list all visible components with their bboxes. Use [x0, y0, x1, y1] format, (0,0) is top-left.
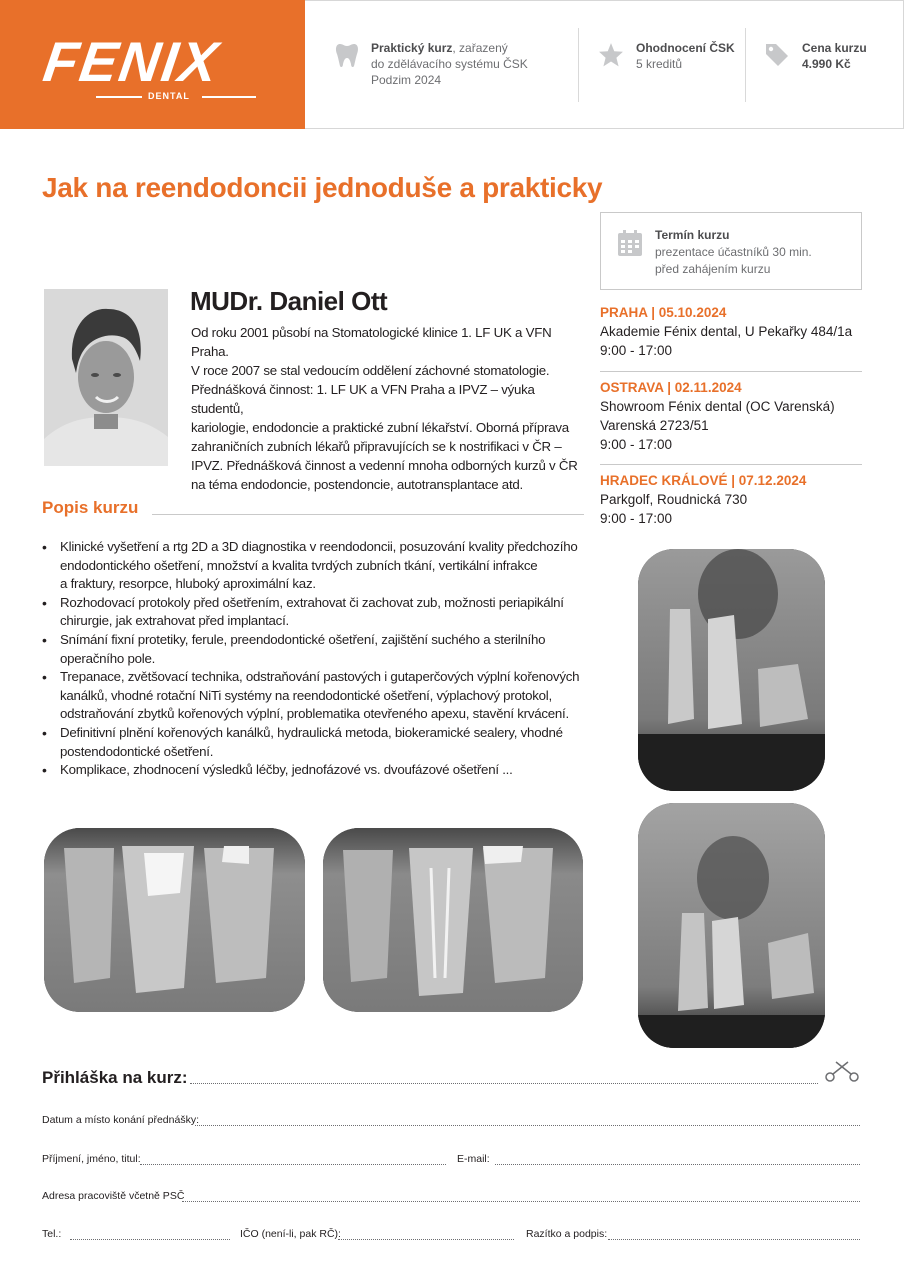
ico-field[interactable]: [338, 1239, 514, 1240]
list-item: • Snímání fixní protetiky, ferule, preendodontické ošetření, zajištění suchého a sterilního operačního pole.: [42, 631, 587, 668]
form-label-phone: Tel.:: [42, 1228, 62, 1240]
lecturer-bio: Od roku 2001 působí na Stomatologické klinice 1. LF UK a VFN Praha. V roce 2007 se stal vedoucím oddělení záchovné stomatologie. Přednášková činnost: 1. LF UK a VFN Praha a IPVZ – výuka studentů, kariologie, endodoncie a praktické zubní lékařství. Oborná příprava zahraničních zubních lékařů připravujících se k nostrifikaci v ČR – IPVZ. Přednášková činnost a vedenní mnoha odborných kurzů v ČR na téma endodoncie, postendoncie, autotransplantace atd.: [191, 325, 578, 492]
phone-field[interactable]: [70, 1239, 230, 1240]
rating: Ohodnocení ČSK 5 kreditů: [636, 41, 735, 71]
location-ostrava: OSTRAVA | 02.11.2024 Showroom Fénix dental (OC Varenská) Varenská 2723/51 9:00 - 17:00: [600, 380, 862, 454]
form-title: Přihláška na kurz:: [42, 1068, 188, 1087]
location-heading: PRAHA | 05.10.2024: [600, 305, 727, 320]
star-icon: [598, 42, 624, 68]
section-heading: Popis kurzu: [42, 498, 139, 517]
xray-image: [638, 803, 825, 1048]
list-item: • Trepanace, zvětšovací technika, odstraňování pastových i gutaperčových výplní kořenových kanálků, vhodné rotační NiTi systémy na reendodontické ošetření, výplachový protokol, odstraňování zbytků kořenových výplní, problematika otevřeného apexu, stavění krvácení.: [42, 668, 587, 724]
list-item: • Klinické vyšetření a rtg 2D a 3D diagnostika v reendodoncii, posuzování kvality předchozího endodontického ošetření, množství a kvalita tvrdých zubních tkání, vertikální infrakce a fraktury, resorpce, hluboký aproximální kaz.: [42, 538, 587, 594]
email-field[interactable]: [495, 1164, 860, 1165]
xray-image: [323, 828, 583, 1012]
signature-field[interactable]: [608, 1239, 860, 1240]
scissors-icon: [824, 1060, 860, 1084]
lecturer-name: MUDr. Daniel Ott: [190, 286, 388, 316]
location-hradec: HRADEC KRÁLOVÉ | 07.12.2024 Parkgolf, Roudnická 730 9:00 - 17:00: [600, 473, 870, 528]
term-info: Termín kurzu prezentace účastníků 30 min. před zahájením kurzu: [655, 228, 812, 276]
name-field[interactable]: [140, 1164, 446, 1165]
location-divider: [600, 464, 862, 465]
location-heading: HRADEC KRÁLOVÉ | 07.12.2024: [600, 473, 807, 488]
address-field[interactable]: [182, 1201, 860, 1202]
course-outline: [42, 538, 587, 780]
header-divider: [578, 28, 579, 102]
logo: FENIX: [39, 30, 224, 93]
form-dotted-line: [190, 1083, 818, 1084]
tooth-icon: [334, 42, 360, 68]
logo-subtitle: DENTAL: [96, 90, 256, 102]
location-divider: [600, 371, 862, 372]
date-place-field[interactable]: [195, 1125, 860, 1126]
header-divider: [745, 28, 746, 102]
form-label-address: Adresa pracoviště včetně PSČ: [42, 1190, 185, 1202]
form-label-name: Příjmení, jméno, titul:: [42, 1153, 141, 1165]
list-item: • Definitivní plnění kořenových kanálků, hydraulická metoda, biokeramické sealery, vhodné postendodontické ošetření.: [42, 724, 587, 761]
lecturer-photo: [44, 289, 168, 466]
xray-image: [44, 828, 305, 1012]
section-rule: [152, 514, 584, 515]
page-title: Jak na reendodoncii jednoduše a prakticky: [42, 172, 603, 203]
list-item: • Rozhodovací protokoly před ošetřením, extrahovat či zachovat zub, možnosti periapikální chirurgie, jak extrahovat před implantací.: [42, 594, 587, 631]
location-praha: PRAHA | 05.10.2024 Akademie Fénix dental, U Pekařky 484/1a 9:00 - 17:00: [600, 305, 862, 360]
price-tag-icon: [764, 42, 790, 68]
list-item: • Komplikace, zhodnocení výsledků léčby, jednofázové vs. dvoufázové ošetření ...: [42, 761, 587, 780]
calendar-icon: [617, 229, 643, 257]
form-label-date: Datum a místo konání přednášky:: [42, 1114, 199, 1126]
xray-image: [638, 549, 825, 791]
form-label-ico: IČO (není-li, pak RČ):: [240, 1228, 341, 1240]
course-type: Praktický kurz, zařazený do zdělávacího systému ČSK Podzim 2024: [371, 41, 528, 87]
price: Cena kurzu 4.990 Kč: [802, 41, 867, 71]
location-heading: OSTRAVA | 02.11.2024: [600, 380, 742, 395]
form-label-stamp: Razítko a podpis:: [526, 1228, 608, 1240]
form-label-email: E-mail:: [457, 1153, 490, 1165]
